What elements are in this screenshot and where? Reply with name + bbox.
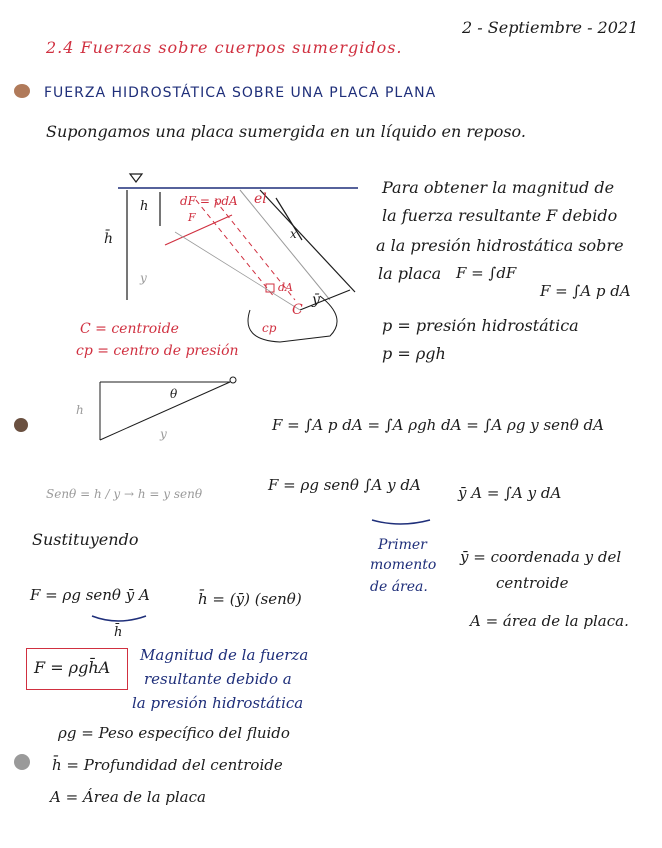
date: 2 - Septiembre - 2021 bbox=[462, 18, 639, 37]
sin-relation: Senθ = h / y → h = y senθ bbox=[46, 487, 203, 501]
result-desc-3: la presión hidrostática bbox=[132, 694, 304, 712]
label-F: F bbox=[188, 211, 196, 224]
explanation-line2: la fuerza resultante F debido bbox=[382, 206, 618, 225]
formula-F-pdA: F = ∫A p dA bbox=[540, 282, 631, 300]
substitution-under: h̄ bbox=[114, 625, 123, 640]
first-moment-2: momento bbox=[370, 557, 437, 573]
label-C: C bbox=[292, 302, 303, 318]
label-el: el bbox=[254, 191, 267, 207]
definition-depth: h̄ = Profundidad del centroide bbox=[52, 756, 283, 774]
legend-centro-presion: cp = centro de presión bbox=[76, 343, 239, 359]
area-definition: A = área de la placa. bbox=[470, 612, 629, 630]
triangle-h: h bbox=[76, 403, 84, 417]
p-definition: p = presión hidrostática bbox=[382, 316, 579, 335]
result-desc-1: Magnitud de la fuerza bbox=[140, 646, 309, 664]
sustituyendo-label: Sustituyendo bbox=[32, 530, 139, 549]
dA-box-icon bbox=[266, 284, 274, 292]
ybar-definition-1: ȳ = coordenada y del bbox=[460, 548, 622, 566]
ybar-equation: ȳ A = ∫A y dA bbox=[458, 484, 562, 502]
bullet-icon bbox=[14, 418, 28, 432]
label-hbar: h̄ bbox=[104, 231, 114, 247]
label-dA: dA bbox=[278, 281, 293, 294]
p-equation: p = ρgh bbox=[382, 344, 446, 363]
ybar-definition-2: centroide bbox=[496, 574, 569, 592]
triangle-theta: θ bbox=[170, 387, 178, 401]
hbar-relation: h̄ = (ȳ) (senθ) bbox=[198, 590, 302, 608]
definition-specific-weight: ρg = Peso específico del fluido bbox=[58, 724, 290, 742]
section-heading: FUERZA HIDROSTÁTICA SOBRE UNA PLACA PLANA bbox=[44, 85, 437, 101]
explanation-line3: a la presión hidrostática sobre bbox=[376, 236, 624, 255]
substitution-eq: F = ρg senθ ȳ A bbox=[30, 586, 150, 604]
label-h: h bbox=[140, 199, 149, 214]
intro-text: Supongamos una placa sumergida en un líquido en reposo. bbox=[46, 122, 526, 141]
formula-F-dF: F = ∫dF bbox=[456, 264, 517, 282]
label-y: y bbox=[140, 271, 147, 285]
derivation-eq1: F = ∫A p dA = ∫A ρgh dA = ∫A ρg y senθ dA bbox=[272, 416, 604, 434]
legend-centroide: C = centroide bbox=[80, 321, 179, 337]
first-moment-1: Primer bbox=[378, 537, 427, 553]
explanation-line1: Para obtener la magnitud de bbox=[382, 178, 615, 197]
derivation-eq2: F = ρg senθ ∫A y dA bbox=[268, 476, 421, 494]
result-desc-2: resultante debido a bbox=[144, 670, 292, 688]
section-title: 2.4 Fuerzas sobre cuerpos sumergidos. bbox=[46, 38, 403, 57]
label-cp: cp bbox=[262, 321, 277, 335]
result-formula: F = ρgh̄A bbox=[34, 658, 111, 677]
explanation-line4: la placa bbox=[378, 264, 442, 283]
label-df: dF = pdA bbox=[180, 194, 238, 208]
label-x: x bbox=[290, 227, 297, 241]
first-moment-3: de área. bbox=[370, 579, 428, 595]
definition-area: A = Área de la placa bbox=[50, 788, 206, 806]
surface-triangle-icon bbox=[130, 174, 142, 182]
triangle-y: y bbox=[160, 427, 167, 441]
label-ybar: ȳ bbox=[312, 292, 320, 308]
bullet-icon bbox=[14, 754, 30, 770]
